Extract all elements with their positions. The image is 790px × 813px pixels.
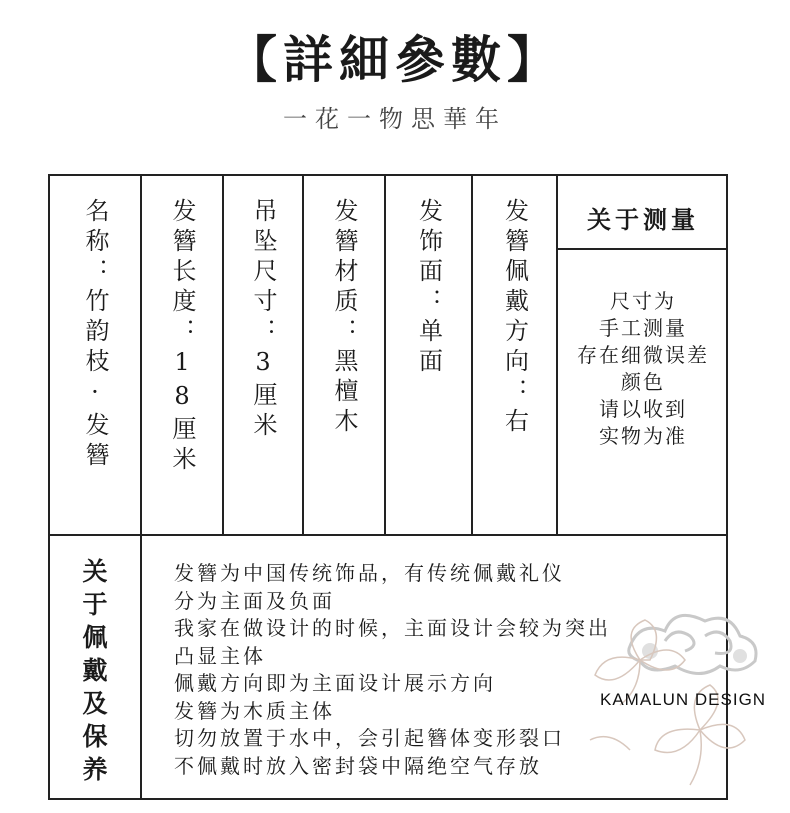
measurement-line: 请以收到 bbox=[599, 397, 687, 421]
care-title: 关于佩戴及保养 bbox=[79, 558, 108, 789]
spec-length: 发簪长度：18厘米 bbox=[168, 198, 196, 476]
spec-material: 发簪材质：黑檀木 bbox=[330, 198, 358, 438]
measurement-line: 颜色 bbox=[621, 370, 665, 394]
measurement-line: 实物为准 bbox=[599, 424, 687, 448]
spec-pendant-size: 吊坠尺寸：3厘米 bbox=[249, 198, 277, 442]
care-item: 佩戴方向即为主面设计展示方向 bbox=[174, 671, 496, 695]
measurement-note bbox=[558, 288, 728, 450]
spec-name: 名称：竹韵枝·发簪 bbox=[81, 198, 109, 472]
measurement-line: 尺寸为 bbox=[610, 289, 676, 313]
care-item: 发簪为中国传统饰品，有传统佩戴礼仪 bbox=[174, 561, 565, 585]
spec-direction: 发簪佩戴方向：右 bbox=[500, 198, 529, 438]
care-item: 不佩戴时放入密封袋中隔绝空气存放 bbox=[174, 753, 542, 778]
care-item: 分为主面及负面 bbox=[174, 588, 335, 613]
spec-face: 发饰面：单面 bbox=[414, 198, 443, 378]
care-item: 凸显主体 bbox=[174, 643, 266, 668]
page-title: 【詳細參數】 bbox=[227, 30, 563, 89]
care-list bbox=[174, 560, 611, 780]
measurement-line: 存在细微误差 bbox=[577, 343, 709, 367]
measurement-title: 关于测量 bbox=[587, 205, 699, 234]
care-item: 发簪为木质主体 bbox=[174, 698, 335, 723]
care-item: 我家在做设计的时候，主面设计会较为突出 bbox=[174, 616, 611, 640]
page-subtitle: 一花一物思華年 bbox=[283, 105, 507, 133]
care-item: 切勿放置于水中，会引起簪体变形裂口 bbox=[174, 726, 565, 750]
measurement-line: 手工测量 bbox=[599, 316, 687, 340]
brand-watermark: KAMALUN DESIGN bbox=[600, 690, 767, 709]
